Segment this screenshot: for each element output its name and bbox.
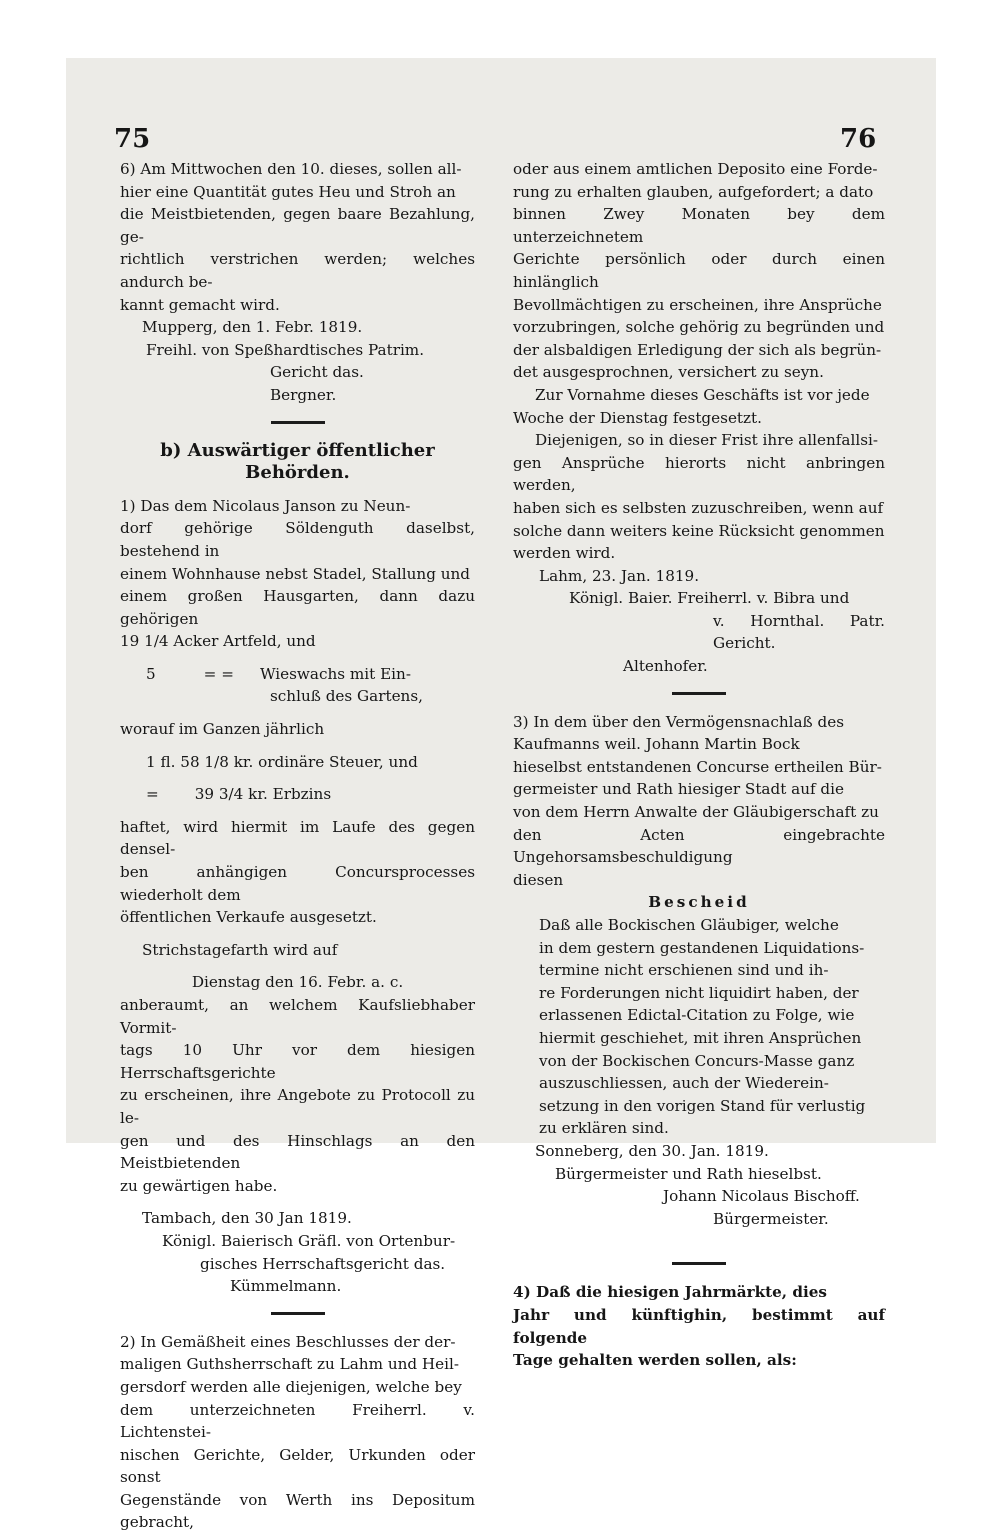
acre-count: 5 bbox=[146, 664, 156, 683]
text-line: setzung in den vorigen Stand für verlustig bbox=[539, 1096, 866, 1115]
decree-body bbox=[513, 914, 885, 1140]
text-line: werden wird. bbox=[513, 544, 616, 563]
text-line: Woche der Dienstag festgesetzt. bbox=[513, 408, 762, 427]
text-line: in dem gestern gestandenen Liquidations- bbox=[539, 938, 865, 957]
text-line: dem unterzeichneten Freiherrl. v. Lichtenstei- bbox=[120, 1400, 475, 1442]
court-name: Königl. Baier. Freiherrl. v. Bibra und bbox=[569, 589, 850, 608]
text-line: 3) In dem über den Vermögensnachlaß des bbox=[513, 712, 845, 731]
text-line: gen und des Hinschlags an den Meistbietenden bbox=[120, 1131, 475, 1173]
text-line: Kaufmanns weil. Johann Martin Bock bbox=[513, 735, 800, 754]
text-line: termine nicht erschienen sind und ih- bbox=[539, 961, 829, 980]
text-line: kannt gemacht wird. bbox=[120, 295, 280, 314]
page-number-left: 75 bbox=[114, 124, 151, 154]
text-line: rung zu erhalten glauben, aufgefordert; a dato bbox=[513, 182, 874, 201]
text-line: oder aus einem amtlichen Deposito eine Forde- bbox=[513, 160, 878, 178]
text-line: 19 1/4 Acker Artfeld, und bbox=[120, 632, 316, 651]
text-line: Gegenstände von Werth ins Depositum gebracht, bbox=[120, 1490, 475, 1532]
page-number-right: 76 bbox=[840, 124, 877, 154]
text-line: worauf im Ganzen jährlich bbox=[120, 720, 325, 739]
ditto-marks: = = bbox=[203, 664, 234, 683]
text-line: Bevollmächtigen zu erscheinen, ihre Ansprüche bbox=[513, 295, 882, 314]
text-line: 4) Daß die hiesigen Jahrmärkte, dies bbox=[513, 1283, 827, 1302]
signature: Altenhofer. bbox=[623, 657, 708, 676]
table-row bbox=[120, 663, 475, 686]
text-line: dorf gehörige Söldenguth daselbst, bestehend in bbox=[120, 519, 475, 560]
right-column bbox=[513, 158, 885, 1372]
ditto-marks: = bbox=[146, 785, 159, 804]
court-name: v. Hornthal. Patr. Gericht. bbox=[713, 611, 885, 653]
court-name: gisches Herrschaftsgericht das. bbox=[200, 1254, 446, 1273]
section-divider bbox=[271, 421, 325, 424]
text-line: 2) In Gemäßheit eines Beschlusses der der- bbox=[120, 1332, 456, 1351]
signature: Kümmelmann. bbox=[230, 1277, 342, 1296]
tax-line: 1 fl. 58 1/8 kr. ordinäre Steuer, und bbox=[146, 752, 418, 771]
text-line: einem Wohnhause nebst Stadel, Stallung und bbox=[120, 564, 471, 583]
table-row bbox=[120, 783, 475, 806]
auction-date: Dienstag den 16. Febr. a. c. bbox=[191, 973, 404, 992]
section-divider bbox=[271, 1312, 325, 1315]
text-line: Zur Vornahme dieses Geschäfts ist vor jede bbox=[535, 385, 870, 404]
text-line: vorzubringen, solche gehörig zu begründen und bbox=[513, 318, 885, 337]
text-line: von dem Herrn Anwalte der Gläubigerschaft zu bbox=[513, 803, 879, 822]
text-line: Gerichte persönlich oder durch einen hinlänglich bbox=[513, 250, 885, 291]
text-line: hier eine Quantität gutes Heu und Stroh an bbox=[120, 182, 456, 201]
notice-b2-continued bbox=[513, 158, 885, 678]
text-line: den Acten eingebrachte Ungehorsamsbeschuldigung bbox=[513, 825, 885, 867]
text-line: zu gewärtigen habe. bbox=[120, 1176, 278, 1195]
text-line: zu erklären sind. bbox=[539, 1119, 669, 1138]
text-line: schluß des Gartens, bbox=[270, 687, 423, 706]
court-name: Bürgermeister und Rath hieselbst. bbox=[555, 1164, 822, 1183]
section-divider bbox=[672, 1262, 726, 1265]
text-line: maligen Guthsherrschaft zu Lahm und Heil- bbox=[120, 1355, 460, 1374]
text-line: Tage gehalten werden sollen, als: bbox=[513, 1351, 797, 1370]
text-line: hiermit geschiehet, mit ihren Ansprüchen bbox=[539, 1028, 862, 1047]
text-line: der alsbaldigen Erledigung der sich als begrün- bbox=[513, 340, 882, 359]
court-name: Freihl. von Speßhardtisches Patrim. bbox=[146, 340, 425, 359]
text-line: Diejenigen, so in dieser Frist ihre allenfallsi- bbox=[535, 431, 878, 450]
text-line: gen Ansprüche hierorts nicht anbringen werden, bbox=[513, 453, 885, 495]
section-heading: b) Auswärtiger öffentlicher Behörden. bbox=[160, 439, 435, 484]
text-line: nischen Gerichte, Gelder, Urkunden oder sonst bbox=[120, 1445, 475, 1487]
text-line: solche dann weiters keine Rücksicht genommen bbox=[513, 521, 885, 540]
notice-b4 bbox=[513, 1281, 885, 1371]
document-page bbox=[90, 58, 940, 1532]
text-line: einem großen Hausgarten, dann dazu gehörigen bbox=[120, 587, 475, 628]
place-date: Sonneberg, den 30. Jan. 1819. bbox=[535, 1141, 769, 1160]
tax-line: 39 3/4 kr. Erbzins bbox=[194, 785, 332, 804]
signature-title: Bürgermeister. bbox=[713, 1209, 829, 1228]
text-line: det ausgesprochnen, versichert zu seyn. bbox=[513, 363, 824, 382]
text-line: Strichstagefarth wird auf bbox=[142, 940, 338, 959]
text-line: gersdorf werden alle diejenigen, welche bey bbox=[120, 1377, 462, 1396]
court-name: Königl. Baierisch Gräfl. von Ortenbur- bbox=[162, 1231, 456, 1250]
text-line: richtlich verstrichen werden; welches andurch be- bbox=[120, 250, 475, 291]
text-line: Wieswachs mit Ein- bbox=[259, 664, 411, 683]
place-date: Mupperg, den 1. Febr. 1819. bbox=[142, 318, 363, 337]
place-date: Tambach, den 30 Jan 1819. bbox=[142, 1209, 352, 1228]
signature: Bergner. bbox=[270, 385, 337, 404]
text-line: Jahr und künftighin, bestimmt auf folgende bbox=[513, 1305, 885, 1347]
text-line: von der Bockischen Concurs-Masse ganz bbox=[539, 1051, 855, 1070]
text-line: 6) Am Mittwochen den 10. dieses, sollen all- bbox=[120, 160, 462, 178]
text-line: auszuschliessen, auch der Wiederein- bbox=[539, 1074, 829, 1093]
notice-b2 bbox=[120, 1331, 475, 1534]
section-divider bbox=[672, 692, 726, 695]
left-column bbox=[120, 158, 475, 1534]
text-line: Daß alle Bockischen Gläubiger, welche bbox=[539, 916, 839, 934]
notice-b1 bbox=[120, 495, 475, 1298]
text-line: anberaumt, an welchem Kaufsliebhaber Vormit- bbox=[120, 996, 475, 1037]
notice-6 bbox=[120, 158, 475, 407]
text-line: re Forderungen nicht liquidirt haben, der bbox=[539, 983, 859, 1002]
text-line: tags 10 Uhr vor dem hiesigen Herrschaftsgerichte bbox=[120, 1041, 475, 1082]
text-line: haftet, wird hiermit im Laufe des gegen densel- bbox=[120, 817, 475, 859]
court-name: Gericht das. bbox=[270, 363, 364, 382]
text-line: zu erscheinen, ihre Angebote zu Protocoll zu le- bbox=[120, 1086, 475, 1127]
place-date: Lahm, 23. Jan. 1819. bbox=[539, 566, 700, 585]
text-line: germeister und Rath hiesiger Stadt auf die bbox=[513, 780, 844, 799]
text-line: ben anhängigen Concursprocesses wiederholt dem bbox=[120, 863, 475, 904]
bescheid-heading: Bescheid bbox=[648, 893, 750, 912]
text-line: die Meistbietenden, gegen baare Bezahlung, ge- bbox=[120, 205, 475, 246]
text-line: diesen bbox=[513, 870, 564, 889]
signature: Johann Nicolaus Bischoff. bbox=[663, 1187, 860, 1206]
notice-b3 bbox=[513, 711, 885, 1231]
text-line: erlassenen Edictal-Citation zu Folge, wie bbox=[539, 1006, 855, 1025]
text-line: haben sich es selbsten zuzuschreiben, wenn auf bbox=[513, 498, 884, 517]
text-line: binnen Zwey Monaten bey dem unterzeichnetem bbox=[513, 205, 885, 246]
text-line: 1) Das dem Nicolaus Janson zu Neun- bbox=[120, 496, 411, 515]
text-line: hieselbst entstandenen Concurse ertheilen Bür- bbox=[513, 757, 882, 776]
text-line: öffentlichen Verkaufe ausgesetzt. bbox=[120, 908, 377, 927]
